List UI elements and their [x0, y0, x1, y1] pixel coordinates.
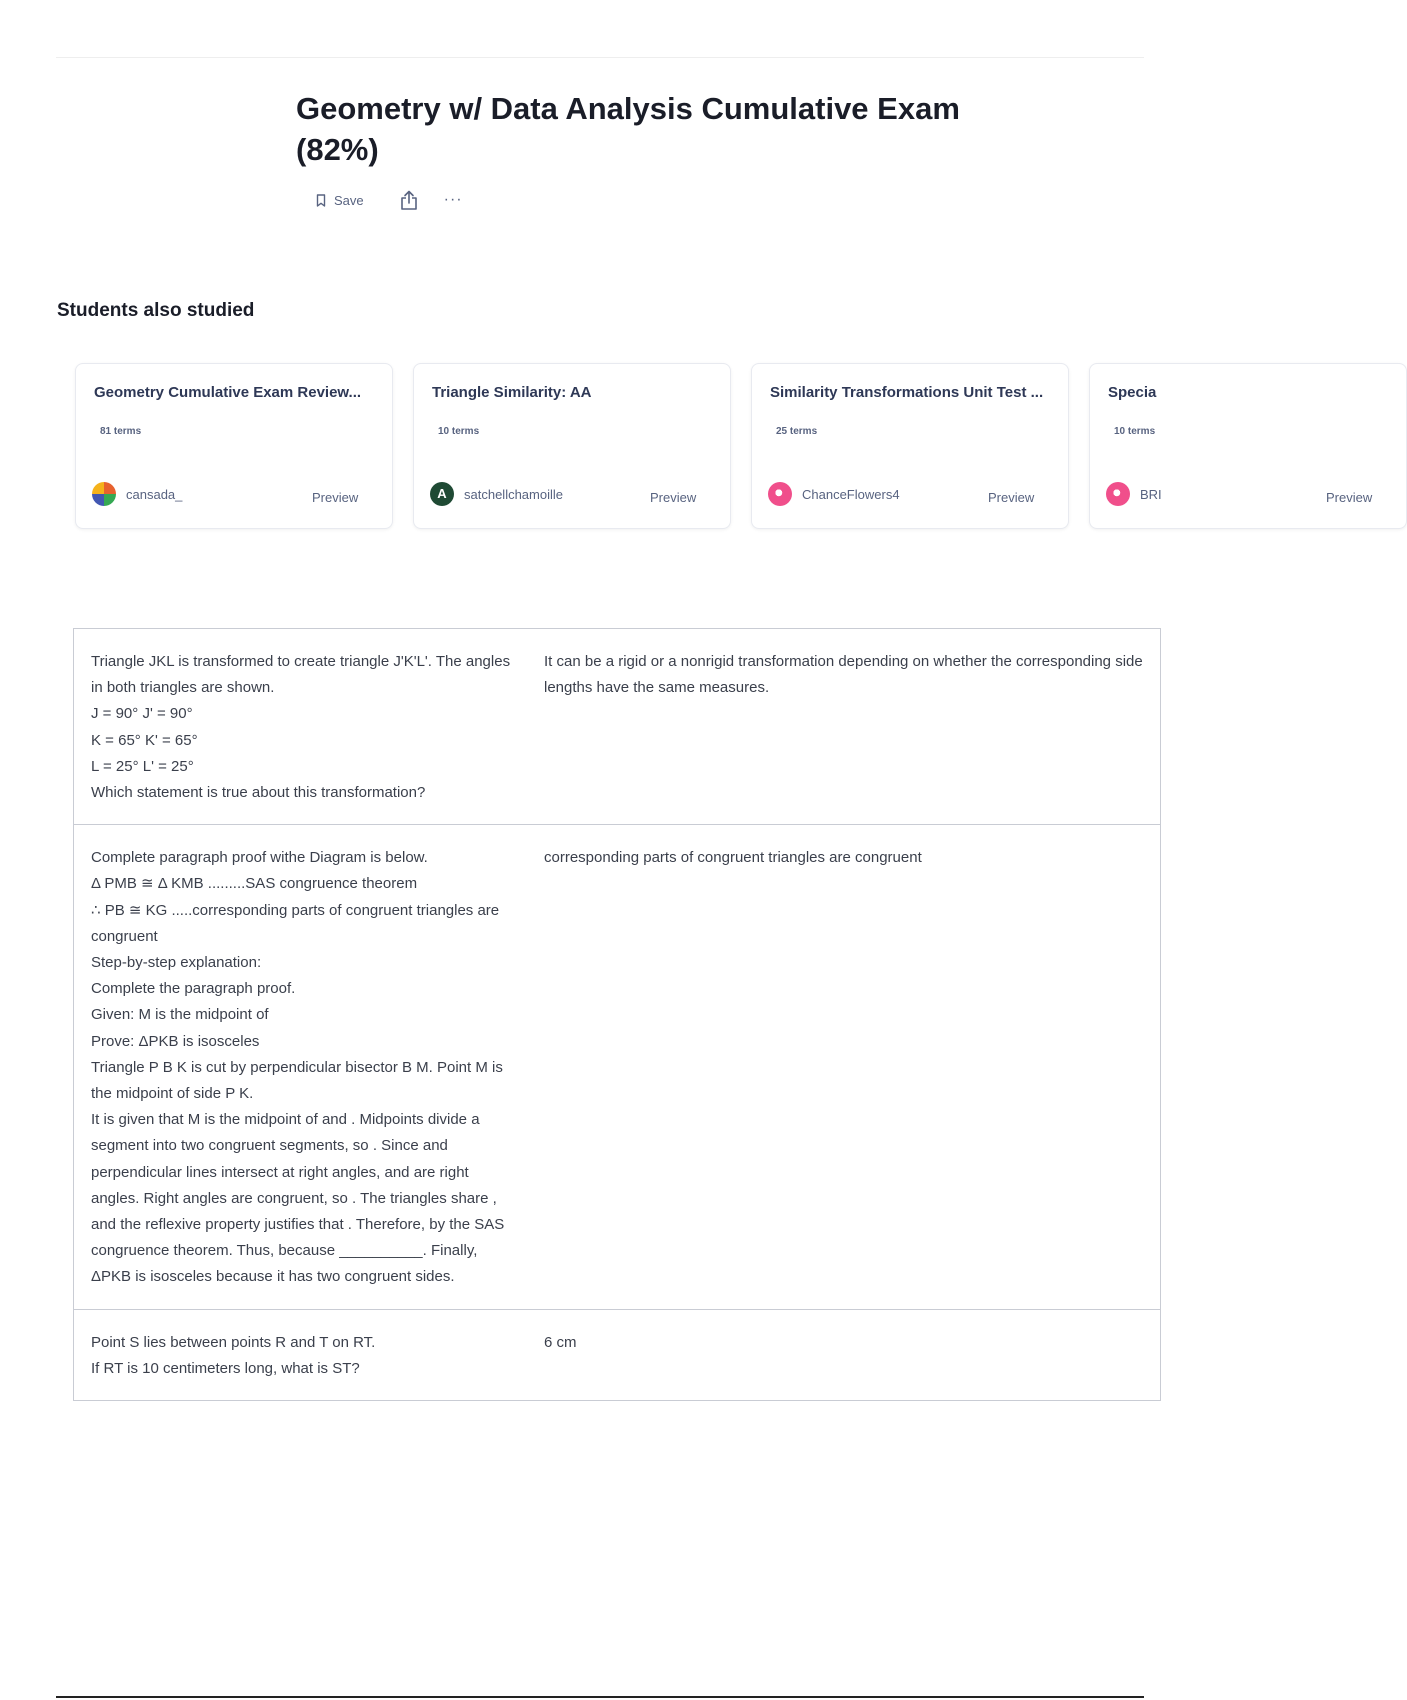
card-term-count: 81 terms [100, 426, 142, 437]
card-title: Geometry Cumulative Exam Review... [94, 384, 362, 401]
preview-button[interactable]: Preview [988, 490, 1035, 505]
definition-cell: corresponding parts of congruent triangles are congruent [544, 849, 922, 867]
preview-button[interactable]: Preview [650, 490, 697, 505]
card-username: BRI [1140, 486, 1162, 502]
card-username: cansada_ [126, 486, 183, 502]
save-button[interactable] [316, 193, 364, 208]
share-button[interactable] [400, 190, 418, 210]
definition-cell: 6 cm [544, 1333, 577, 1351]
card-author[interactable] [768, 482, 900, 506]
card-term-count: 10 terms [1114, 426, 1156, 437]
share-icon [400, 190, 418, 210]
card-author[interactable] [430, 482, 563, 506]
card-term-count: 25 terms [776, 426, 818, 437]
related-set-card[interactable] [1089, 363, 1407, 529]
avatar [92, 482, 116, 506]
flashcard-table [73, 628, 1161, 1401]
card-term-count: 10 terms [438, 426, 480, 437]
related-sets-carousel [75, 363, 1373, 533]
term-cell: Triangle JKL is transformed to create triangle J'K'L'. The angles in both triangles are shown. J = 90° J' = 90° K = 65° K' = 65° L = 25° L' = 25° Which statement is true about this transformation? [91, 653, 511, 802]
related-set-card[interactable] [75, 363, 393, 529]
definition-cell: It can be a rigid or a nonrigid transformation depending on whether the corresponding side lengths have the same measures. [544, 653, 1143, 697]
related-set-card[interactable] [751, 363, 1069, 529]
card-author[interactable] [92, 482, 182, 506]
card-title: Triangle Similarity: AA [432, 384, 592, 401]
students-also-studied-heading: Students also studied [57, 300, 255, 321]
avatar [1106, 482, 1130, 506]
table-row [74, 824, 1160, 1308]
preview-button[interactable]: Preview [312, 490, 359, 505]
related-set-card[interactable] [413, 363, 731, 529]
bookmark-icon [316, 194, 326, 207]
avatar [768, 482, 792, 506]
avatar: A [430, 482, 454, 506]
card-title: Specia [1108, 384, 1157, 401]
page-title: Geometry w/ Data Analysis Cumulative Exam (82%) [296, 91, 960, 167]
more-options-button[interactable]: ··· [443, 191, 463, 208]
term-cell: Point S lies between points R and T on RT. If RT is 10 centimeters long, what is ST? [91, 1333, 376, 1377]
preview-button[interactable]: Preview [1326, 490, 1373, 505]
table-row [74, 1309, 1160, 1400]
card-author[interactable] [1106, 482, 1162, 506]
table-row [74, 629, 1160, 824]
term-cell: Complete paragraph proof withe Diagram is below. Δ PMB ≅ Δ KMB .........SAS congruence theorem ∴ PB ≅ KG .....corresponding parts of congruent triangles are congruent Step-by-step explanation: Complete the paragraph proof. Given: M is the midpoint of Prove: ΔPKB is isosceles Triangle P B K is cut by perpendicular bisector B M. Point M is the midpoint of side P K. It is given that M is the midpoint of and . Midpoints divide a segment into two congruent segments, so . Since and perpendicular lines intersect at right angles, and are right angles. Right angles are congruent, so . The triangles share , and the reflexive property justifies that . Therefore, by the SAS congruence theorem. Thus, because __________. Finally, ΔPKB is isosceles because it has two congruent sides. [91, 849, 505, 1286]
set-actions-toolbar [316, 190, 463, 210]
top-divider [56, 57, 1144, 58]
card-username: ChanceFlowers4 [802, 486, 900, 502]
bottom-divider [56, 1696, 1144, 1698]
card-title: Similarity Transformations Unit Test ... [770, 384, 1044, 401]
save-label: Save [334, 192, 364, 208]
card-username: satchellchamoille [464, 486, 563, 502]
